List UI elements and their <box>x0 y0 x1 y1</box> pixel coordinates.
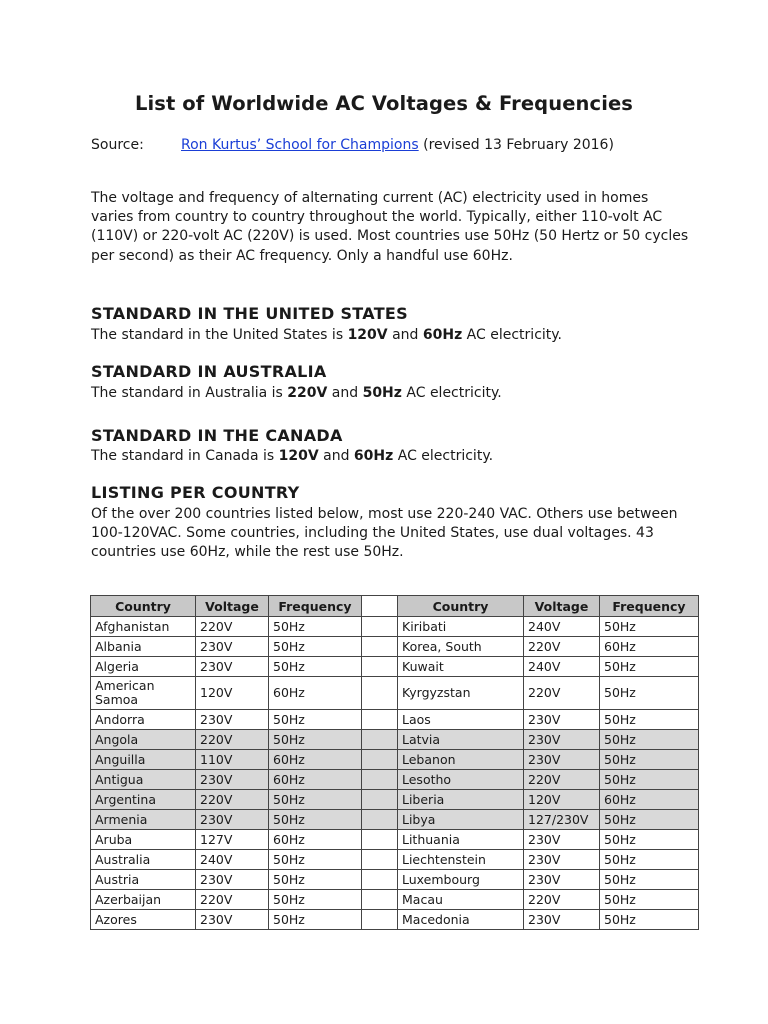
voltage-cell: 230V <box>196 810 269 830</box>
country-cell: Austria <box>91 870 196 890</box>
voltage-cell: 230V <box>196 910 269 930</box>
country-cell: Afghanistan <box>91 617 196 637</box>
country-cell: Azores <box>91 910 196 930</box>
source-link[interactable]: Ron Kurtus’ School for Champions <box>181 137 419 153</box>
source-line <box>91 137 614 153</box>
country-cell: Angola <box>91 730 196 750</box>
frequency-cell: 50Hz <box>269 657 362 677</box>
table-row <box>91 810 699 830</box>
frequency-cell: 50Hz <box>269 910 362 930</box>
spacer-cell <box>362 850 398 870</box>
voltage-cell: 220V <box>524 637 600 657</box>
spacer-cell <box>362 637 398 657</box>
voltage-cell: 230V <box>524 850 600 870</box>
voltage-cell: 230V <box>196 657 269 677</box>
voltage-cell: 220V <box>196 617 269 637</box>
frequency-cell: 50Hz <box>269 870 362 890</box>
frequency-cell: 60Hz <box>269 830 362 850</box>
spacer-cell <box>362 830 398 850</box>
country-cell: Australia <box>91 850 196 870</box>
frequency-cell: 50Hz <box>269 850 362 870</box>
voltage-cell: 220V <box>196 890 269 910</box>
frequency-cell: 50Hz <box>600 730 699 750</box>
voltage-cell: 220V <box>524 890 600 910</box>
table-row <box>91 730 699 750</box>
spacer-cell <box>362 677 398 710</box>
australia-frequency: 50Hz <box>362 385 402 401</box>
country-cell: Armenia <box>91 810 196 830</box>
country-cell: Lebanon <box>398 750 524 770</box>
country-cell: Aruba <box>91 830 196 850</box>
frequency-cell: 50Hz <box>600 750 699 770</box>
frequency-cell: 50Hz <box>600 910 699 930</box>
spacer-cell <box>362 657 398 677</box>
voltage-cell: 230V <box>524 750 600 770</box>
column-header: Country <box>91 596 196 617</box>
country-cell: Laos <box>398 710 524 730</box>
column-header: Country <box>398 596 524 617</box>
country-cell: Lesotho <box>398 770 524 790</box>
spacer-cell <box>362 890 398 910</box>
column-header: Voltage <box>524 596 600 617</box>
section-text-us: The standard in the United States is 120V and 60Hz AC electricity. <box>91 327 563 343</box>
voltage-cell: 230V <box>196 770 269 790</box>
frequency-cell: 50Hz <box>269 637 362 657</box>
spacer-cell <box>362 810 398 830</box>
voltage-cell: 240V <box>196 850 269 870</box>
frequency-cell: 50Hz <box>600 890 699 910</box>
table-row <box>91 830 699 850</box>
header-spacer <box>362 596 398 617</box>
spacer-cell <box>362 730 398 750</box>
us-voltage: 120V <box>347 327 388 343</box>
table-row <box>91 677 699 710</box>
country-cell: Albania <box>91 637 196 657</box>
section-title-listing: LISTING PER COUNTRY <box>91 483 300 502</box>
table-row <box>91 910 699 930</box>
country-cell: Libya <box>398 810 524 830</box>
country-cell: American Samoa <box>91 677 196 710</box>
frequency-cell: 60Hz <box>600 790 699 810</box>
voltage-cell: 240V <box>524 657 600 677</box>
column-header: Frequency <box>269 596 362 617</box>
spacer-cell <box>362 710 398 730</box>
frequency-cell: 50Hz <box>600 770 699 790</box>
frequency-cell: 50Hz <box>600 810 699 830</box>
country-cell: Macedonia <box>398 910 524 930</box>
frequency-cell: 50Hz <box>600 710 699 730</box>
frequency-cell: 60Hz <box>269 677 362 710</box>
table-header-row <box>91 596 699 617</box>
country-cell: Argentina <box>91 790 196 810</box>
voltage-cell: 220V <box>196 730 269 750</box>
section-text-australia: The standard in Australia is 220V and 50Hz AC electricity. <box>91 385 502 401</box>
section-title-canada: STANDARD IN THE CANADA <box>91 426 343 445</box>
table-row <box>91 770 699 790</box>
frequency-cell: 50Hz <box>269 790 362 810</box>
voltage-cell: 127V <box>196 830 269 850</box>
spacer-cell <box>362 910 398 930</box>
australia-voltage: 220V <box>287 385 328 401</box>
voltage-cell: 240V <box>524 617 600 637</box>
table-row <box>91 890 699 910</box>
table-row <box>91 637 699 657</box>
voltage-cell: 230V <box>524 710 600 730</box>
voltage-cell: 127/230V <box>524 810 600 830</box>
table-row <box>91 657 699 677</box>
voltage-cell: 230V <box>196 710 269 730</box>
page-title: List of Worldwide AC Voltages & Frequencies <box>134 92 634 115</box>
frequency-cell: 60Hz <box>269 770 362 790</box>
table-row <box>91 850 699 870</box>
voltage-cell: 230V <box>196 870 269 890</box>
section-text-listing: Of the over 200 countries listed below, most use 220-240 VAC. Others use between 100-120VAC. Some countries, including the United States, use dual voltages. 43 countries use 60Hz, while the rest use 50Hz. <box>91 506 678 561</box>
canada-voltage: 120V <box>278 448 319 464</box>
frequency-cell: 50Hz <box>600 830 699 850</box>
table-row <box>91 790 699 810</box>
source-label: Source: <box>91 137 144 153</box>
country-cell: Anguilla <box>91 750 196 770</box>
country-cell: Liberia <box>398 790 524 810</box>
us-frequency: 60Hz <box>422 327 463 343</box>
frequency-cell: 50Hz <box>600 850 699 870</box>
frequency-cell: 60Hz <box>600 637 699 657</box>
country-cell: Andorra <box>91 710 196 730</box>
section-title-us: STANDARD IN THE UNITED STATES <box>91 304 408 323</box>
column-header: Frequency <box>600 596 699 617</box>
frequency-cell: 50Hz <box>269 730 362 750</box>
source-suffix: (revised 13 February 2016) <box>418 137 614 153</box>
table-row <box>91 710 699 730</box>
country-cell: Antigua <box>91 770 196 790</box>
country-cell: Korea, South <box>398 637 524 657</box>
voltage-table <box>90 595 699 930</box>
frequency-cell: 50Hz <box>269 890 362 910</box>
country-cell: Lithuania <box>398 830 524 850</box>
country-cell: Algeria <box>91 657 196 677</box>
table-row <box>91 750 699 770</box>
table-body <box>91 617 699 930</box>
voltage-cell: 230V <box>524 870 600 890</box>
frequency-cell: 50Hz <box>600 617 699 637</box>
country-cell: Kuwait <box>398 657 524 677</box>
country-cell: Liechtenstein <box>398 850 524 870</box>
spacer-cell <box>362 790 398 810</box>
table-row <box>91 870 699 890</box>
section-text-canada: The standard in Canada is 120V and 60Hz AC electricity. <box>91 448 494 464</box>
voltage-cell: 120V <box>524 790 600 810</box>
intro-paragraph: The voltage and frequency of alternating current (AC) electricity used in homes varies from country to country throughout the world. Typically, either 110-volt AC (110V) or 220-volt AC (220V) is used. Most countries use 50Hz (50 Hertz or 50 cycles per second) as their AC frequency. Only a handful use 60Hz. <box>91 190 689 264</box>
column-header: Voltage <box>196 596 269 617</box>
spacer-cell <box>362 750 398 770</box>
voltage-cell: 230V <box>524 830 600 850</box>
frequency-cell: 50Hz <box>600 870 699 890</box>
country-cell: Kyrgyzstan <box>398 677 524 710</box>
spacer-cell <box>362 870 398 890</box>
voltage-cell: 220V <box>524 770 600 790</box>
country-cell: Luxembourg <box>398 870 524 890</box>
frequency-cell: 50Hz <box>600 657 699 677</box>
voltage-cell: 220V <box>524 677 600 710</box>
voltage-cell: 230V <box>524 730 600 750</box>
spacer-cell <box>362 617 398 637</box>
voltage-cell: 220V <box>196 790 269 810</box>
spacer-cell <box>362 770 398 790</box>
frequency-cell: 50Hz <box>269 617 362 637</box>
voltage-cell: 110V <box>196 750 269 770</box>
section-title-australia: STANDARD IN AUSTRALIA <box>91 362 327 381</box>
frequency-cell: 50Hz <box>269 710 362 730</box>
frequency-cell: 50Hz <box>269 810 362 830</box>
country-cell: Azerbaijan <box>91 890 196 910</box>
canada-frequency: 60Hz <box>353 448 394 464</box>
country-cell: Macau <box>398 890 524 910</box>
frequency-cell: 60Hz <box>269 750 362 770</box>
country-cell: Kiribati <box>398 617 524 637</box>
voltage-cell: 120V <box>196 677 269 710</box>
country-cell: Latvia <box>398 730 524 750</box>
frequency-cell: 50Hz <box>600 677 699 710</box>
table-row <box>91 617 699 637</box>
voltage-cell: 230V <box>196 637 269 657</box>
voltage-cell: 230V <box>524 910 600 930</box>
